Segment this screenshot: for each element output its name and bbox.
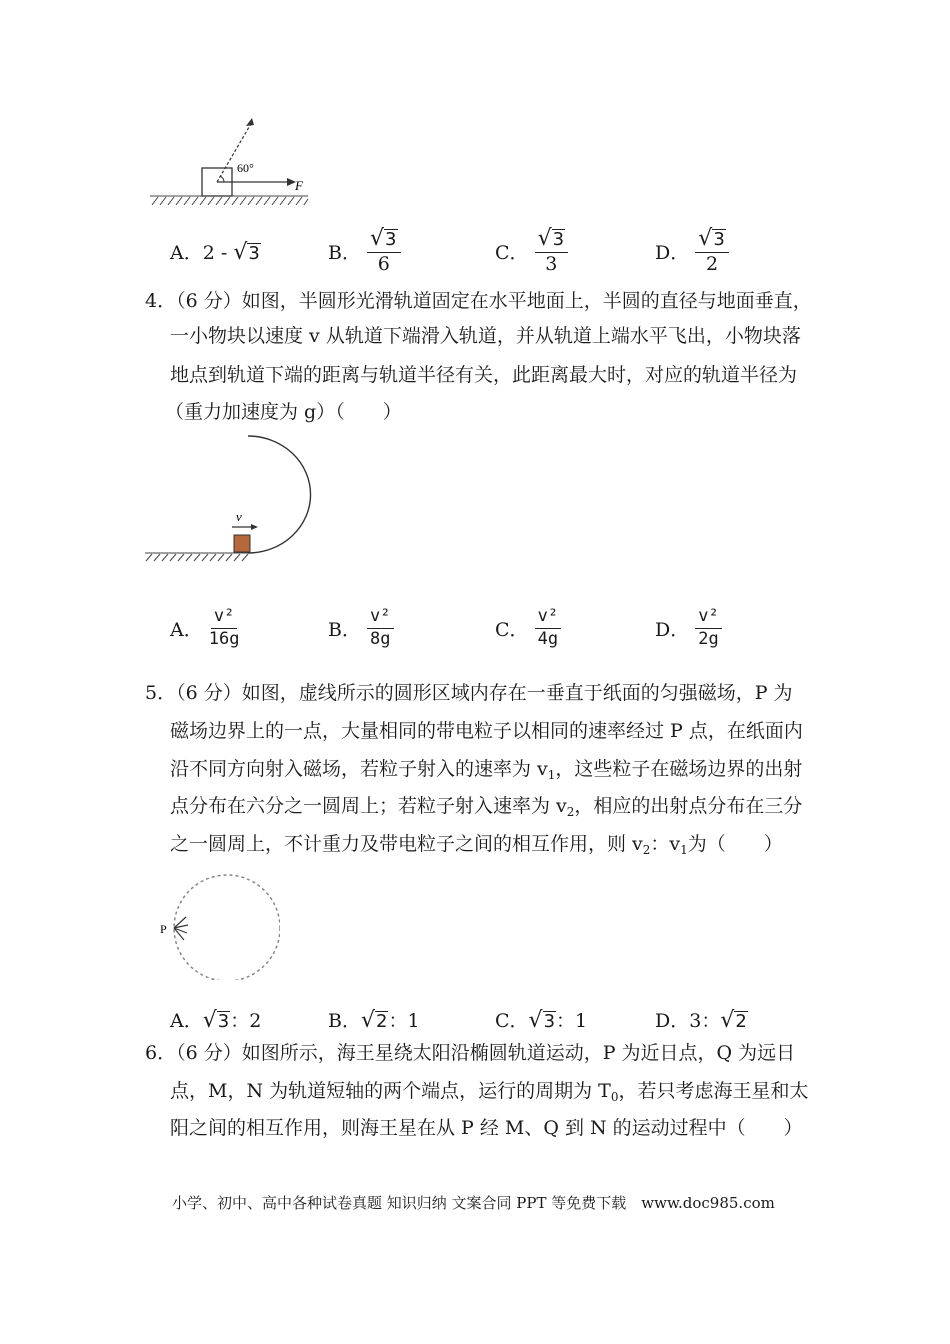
q5-option-b[interactable]: B． √ 2 ：1 [328,1008,420,1033]
small-block [234,535,250,552]
q5-line-3: 沿不同方向射入磁场，若粒子射入的速率为 $v_1$，这些粒子在磁场边界的出射 [170,758,803,782]
q5-option-c[interactable]: C． √ 3 ：1 [495,1008,588,1033]
q4-option-c[interactable]: C． $\frac{\text{v²}}{4g}$ [495,608,561,649]
fraction: √ 3 3 [535,228,568,275]
fraction: $\frac{\text{v²}}{8g}$ [367,608,393,649]
q6-line-2: 点，M，N 为轨道短轴的两个端点，运行的周期为 $T_0$，若只考虑海王星和太 [170,1080,809,1104]
arrow-head-icon [251,524,258,530]
q4-line-3: 地点到轨道下端的距离与轨道半径有关，此距离最大时，对应的轨道半径为 [170,364,798,386]
arrow-head-icon [246,118,254,126]
fraction: √ 3 6 [367,228,400,275]
figure-block-force [140,110,320,210]
q4-option-b[interactable]: B． $\frac{\text{v²}}{8g}$ [328,608,394,649]
field-boundary-dashed [174,875,280,980]
q4-line-1: 4．（6 分）如图，半圆形光滑轨道固定在水平地面上，半圆的直径与地面垂直， [145,290,812,312]
sqrt-symbol: √ 2 [360,1008,388,1033]
particle-arrows [174,917,188,940]
fraction: $\frac{\text{v²}}{16g}$ [208,606,240,649]
q5-line-2: 磁场边界上的一点，大量相同的带电粒子以相同的速率经过 P 点，在纸面内 [170,720,803,742]
footer-advert: 小学、初中、高中各种试卷真题 知识归纳 文案合同 PPT 等免费下载 www.doc985.com [172,1194,775,1212]
q3-option-d[interactable]: D． √ 3 2 [655,228,729,275]
q4-line-4: （重力加速度为 g）（ ） [165,401,402,423]
sqrt-symbol: √ 2 [720,1008,747,1033]
q5-line-1: 5．（6 分）如图，虚线所示的圆形区域内存在一垂直于纸面的匀强磁场，P 为 [145,682,793,704]
sqrt-symbol: √ 3 [528,1008,556,1033]
fraction: $\frac{\text{v²}}{2g}$ [695,608,721,649]
q5-option-d[interactable]: D．3： √ 2 [655,1008,747,1033]
ground-hatch [150,196,308,205]
figure-semicircle-track [140,428,330,568]
fraction: √ 3 2 [695,228,728,275]
q4-option-a[interactable]: A． $\frac{\text{v²}}{16g}$ [170,606,240,649]
point-P-label: P [160,922,167,936]
sqrt-symbol: √ 3 [233,240,260,265]
q6-line-1: 6．（6 分）如图所示，海王星绕太阳沿椭圆轨道运动，P 为近日点，Q 为远日 [145,1042,796,1064]
q5-line-5: 之一圆周上，不计重力及带电粒子之间的相互作用，则 $v_2$：$v_1$为（ ） [170,833,783,857]
q5-line-4: 点分布在六分之一圆周上；若粒子射入速率为 $v_2$，相应的出射点分布在三分 [170,795,803,819]
q3-option-a[interactable]: A．2 - √ 3 [170,240,260,265]
angle-label: 60° [237,161,254,175]
sqrt-symbol: √ 3 [202,1008,230,1033]
q4-option-d[interactable]: D． $\frac{\text{v²}}{2g}$ [655,608,722,649]
semicircle-track [248,436,311,553]
q4-line-2: 一小物块以速度 v 从轨道下端滑入轨道，并从轨道上端水平飞出，小物块落 [170,325,801,347]
q6-line-3: 阳之间的相互作用，则海王星在从 P 经 M、Q 到 N 的运动过程中（ ） [170,1117,803,1139]
velocity-label: v [236,509,242,524]
q3-option-b[interactable]: B． √ 3 6 [328,228,401,275]
figure-magnetic-field-circle [140,865,280,980]
fraction: $\frac{\text{v²}}{4g}$ [535,608,561,649]
q5-option-a[interactable]: A． √ 3 ：2 [170,1008,262,1033]
q3-option-c[interactable]: C． √ 3 3 [495,228,568,275]
ground-hatch [145,553,248,561]
force-label: F [295,178,303,193]
